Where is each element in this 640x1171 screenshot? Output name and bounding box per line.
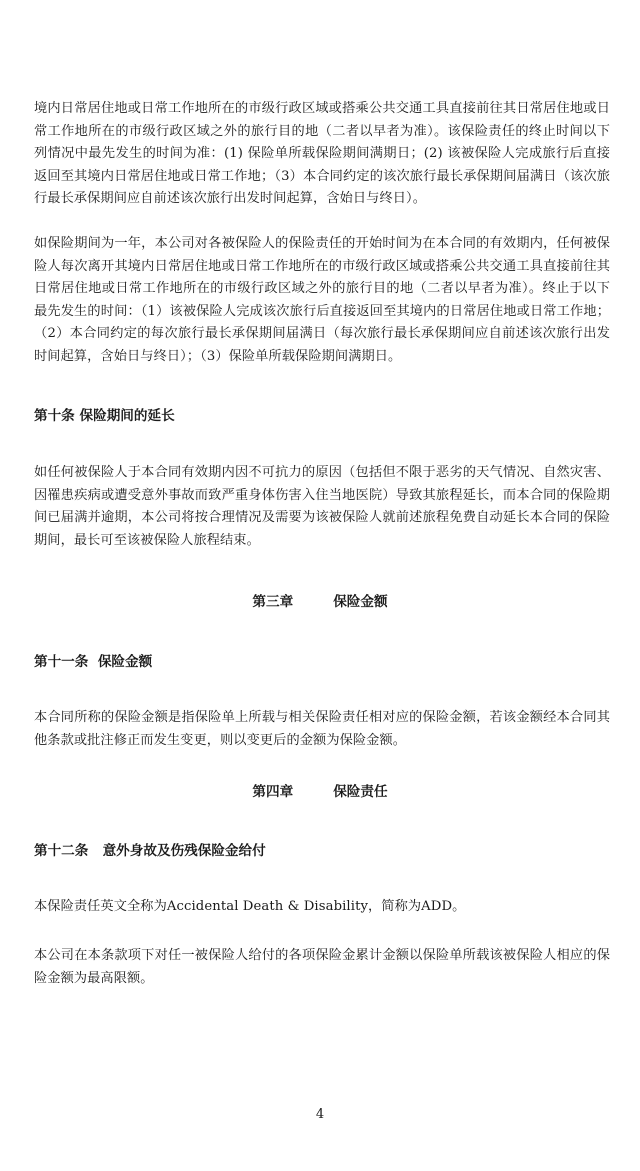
- paragraph-annual-period: 如保险期间为一年，本公司对各被保险人的保险责任的开始时间为在本合同的有效期内，任何被保险人每次离开其境内日常居住地或日常工作地所在的市级行政区域或搭乘公共交通工具直接前往其日常居住地或日常工作地所在的市级行政区域之外的旅行目的地（二者以早者为准）。终止于以下最先发生的时间：（1）该被保险人完成该次旅行后直接返回至其境内的日常居住地或日常工作地；（2）本合同约定的每次旅行最长承保期间届满日（每次旅行最长承保期间应自前述该次旅行出发时间起算，含始日与终日）；（3）保险单所载保险期间满期日。: [34, 236, 610, 364]
- chapter-4-title: 保险责任: [333, 784, 388, 800]
- paragraph-benefit-limit: 本公司在本条款项下对任一被保险人给付的各项保险金累计金额以保险单所载该被保险人相应的保险金额为最高限额。: [34, 948, 610, 986]
- page-number: 4: [315, 1107, 325, 1122]
- chapter-4-number: 第四章: [252, 784, 294, 800]
- chapter-3-number: 第三章: [252, 594, 294, 610]
- chapter-3-heading: [0, 590, 640, 610]
- article-10-heading: 第十条 保险期间的延长: [34, 408, 175, 424]
- article-11-heading: 第十一条 保险金额: [34, 654, 153, 670]
- paragraph-period-extension: 如任何被保险人于本合同有效期内因不可抗力的原因（包括但不限于恶劣的天气情况、自然灾害、因罹患疾病或遭受意外事故而致严重身体伤害入住当地医院）导致其旅程延长，而本合同的保险期间已届满并逾期，本公司将按合理情况及需要为该被保险人就前述旅程免费自动延长本合同的保险期间，最长可至该被保险人旅程结束。: [34, 465, 610, 548]
- paragraph-sum-insured: 本合同所称的保险金额是指保险单上所载与相关保险责任相对应的保险金额，若该金额经本合同其他条款或批注修正而发生变更，则以变更后的金额为保险金额。: [34, 710, 610, 748]
- chapter-4-heading: [0, 780, 640, 800]
- paragraph-add-name: 本保险责任英文全称为Accidental Death & Disability，简称为ADD。: [34, 899, 466, 914]
- article-12-heading: 第十二条 意外身故及伤残保险金给付: [34, 843, 266, 859]
- paragraph-coverage-start-end: 境内日常居住地或日常工作地所在的市级行政区域或搭乘公共交通工具直接前往其日常居住地或日常工作地所在的市级行政区域之外的旅行目的地（二者以早者为准）。该保险责任的终止时间以下列情况中最先发生的时间为准：(1) 保险单所载保险期间满期日；(2) 该被保险人完成旅行后直接返回至其境内日常居住地或日常工作地；（3）本合同约定的该次旅行最长承保期间届满日（该次旅行最长承保期间应自前述该次旅行出发时间起算，含始日与终日）。: [34, 101, 610, 207]
- chapter-3-title: 保险金额: [333, 594, 388, 610]
